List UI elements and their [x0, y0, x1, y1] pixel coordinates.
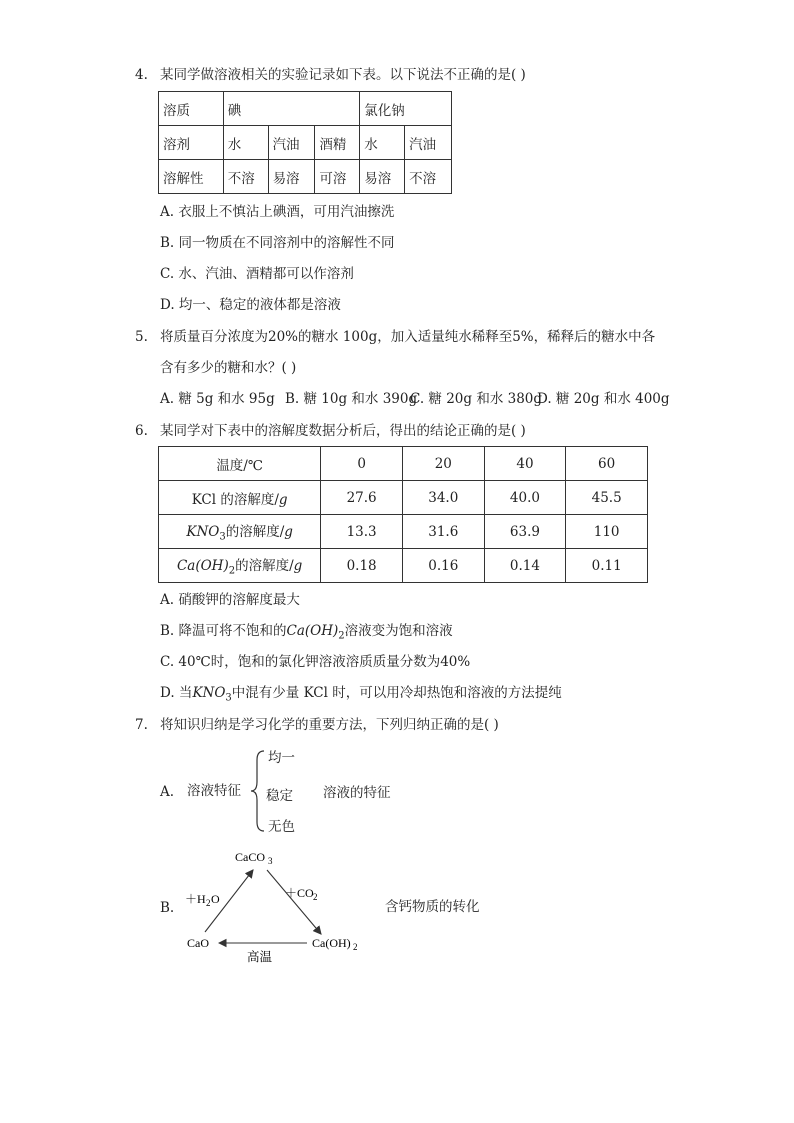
table-row-label	[159, 549, 321, 583]
option-a-right-label: 溶液的特征	[323, 785, 391, 801]
question-5-option-c: C. 糖 20g 和水 380g	[410, 391, 543, 407]
option-a-item-2: 稳定	[266, 788, 293, 804]
question-6-option-c: C. 40℃时，饱和的氯化钾溶液溶质质量分数为40%	[160, 654, 471, 670]
question-4-option-b: B. 同一物质在不同溶剂中的溶解性不同	[160, 235, 395, 251]
table-cell: 易溶	[268, 160, 315, 194]
question-7-number: 7.	[135, 717, 148, 733]
table-cell: 溶解性	[159, 160, 224, 194]
option-text: 中混有少量 KCl 时，可以用冷却热饱和溶液的方法提纯	[231, 685, 562, 701]
table-cell: 汽油	[268, 126, 315, 160]
table-cell: 27.6	[321, 481, 403, 515]
compound-text: CaCO	[235, 850, 265, 864]
table-cell: 汽油	[405, 126, 452, 160]
table-cell: 不溶	[405, 160, 452, 194]
label-text: 的溶解度/	[235, 558, 294, 575]
question-7-option-b-letter: B.	[160, 900, 175, 916]
table-cell: 不溶	[223, 160, 268, 194]
option-text: B. 降温可将不饱和的	[160, 623, 287, 639]
question-7-option-a-letter: A.	[160, 784, 175, 800]
formula-text: Ca(OH)	[286, 623, 339, 639]
calcium-conversion-diagram	[175, 840, 375, 970]
edge-text: ＋CO	[285, 886, 314, 900]
option-text: D. 当	[160, 685, 193, 701]
question-5-option-a: A. 糖 5g 和水 95g	[160, 391, 275, 407]
question-6-option-b	[160, 621, 453, 647]
compound-text: Ca(OH)	[312, 936, 351, 950]
table-cell: 0.16	[402, 549, 484, 583]
question-6-option-d	[160, 683, 562, 709]
label-text: 的溶解度/	[225, 524, 285, 541]
question-5-option-d: D. 糖 20g 和水 400g	[537, 391, 670, 407]
question-4-option-d: D. 均一、稳定的液体都是溶液	[160, 297, 341, 313]
right-compound	[312, 936, 358, 952]
question-5-option-b: B. 糖 10g 和水 390g	[285, 391, 418, 407]
curly-brace-icon	[248, 748, 268, 834]
table-cell: 40.0	[484, 481, 566, 515]
table-cell: 易溶	[360, 160, 405, 194]
unit-text: g	[278, 491, 288, 508]
table-cell: 31.6	[402, 515, 484, 549]
table-cell: 可溶	[315, 160, 360, 194]
question-4-number: 4.	[135, 67, 148, 83]
question-5-stem-line-2: 含有多少的糖和水？( )	[160, 360, 297, 376]
formula-subscript: 3	[219, 531, 226, 543]
edge-text: ＋H	[185, 892, 206, 906]
table-cell: 13.3	[321, 515, 403, 549]
table-cell: 酒精	[315, 126, 360, 160]
table-cell: 溶质	[159, 92, 224, 126]
table-cell: 水	[360, 126, 405, 160]
label-text: KCl 的溶解度/	[191, 491, 279, 508]
question-5-number: 5.	[135, 329, 148, 345]
formula-subscript: 2	[228, 565, 236, 577]
option-text: 溶液变为饱和溶液	[344, 623, 453, 639]
compound-subscript: 3	[268, 856, 273, 866]
unit-text: g	[284, 524, 293, 541]
formula-text: Ca(OH)	[176, 558, 229, 575]
formula-subscript: 3	[225, 692, 232, 704]
table-header-cell: 40	[484, 447, 566, 481]
table-cell: 碘	[223, 92, 360, 126]
edge-subscript: 2	[206, 898, 211, 908]
question-5-stem-line-1: 将质量百分浓度为20%的糖水 100g，加入适量纯水稀释至5%，稀释后的糖水中各	[160, 329, 656, 345]
table-cell: 34.0	[402, 481, 484, 515]
table-header-cell: 温度/℃	[159, 447, 321, 481]
option-b-caption: 含钙物质的转化	[385, 899, 480, 915]
option-a-left-label: 溶液特征	[187, 783, 241, 799]
question-6-option-a: A. 硝酸钾的溶解度最大	[160, 592, 300, 608]
table-cell: 0.14	[484, 549, 566, 583]
compound-subscript: 2	[353, 942, 358, 952]
question-6-number: 6.	[135, 423, 148, 439]
table-row-label	[159, 515, 321, 549]
table-header-cell: 20	[402, 447, 484, 481]
table-row-label	[159, 481, 321, 515]
bottom-edge-label: 高温	[247, 950, 273, 964]
formula-text: KNO	[186, 524, 220, 541]
formula-subscript: 2	[338, 630, 345, 642]
question-4-stem: 某同学做溶液相关的实验记录如下表。以下说法不正确的是( )	[160, 67, 526, 83]
left-edge-label	[185, 892, 220, 908]
edge-subscript: 2	[313, 892, 318, 902]
option-a-item-1: 均一	[268, 750, 295, 766]
table-cell: 氯化钠	[360, 92, 452, 126]
table-cell: 溶剂	[159, 126, 224, 160]
table-cell: 110	[566, 515, 648, 549]
left-compound: CaO	[187, 936, 209, 950]
question-6-stem: 某同学对下表中的溶解度数据分析后，得出的结论正确的是( )	[160, 423, 526, 439]
question-4-table	[158, 91, 452, 194]
solubility-table	[158, 446, 648, 583]
table-cell: 0.18	[321, 549, 403, 583]
edge-text: O	[211, 892, 220, 906]
option-a-item-3: 无色	[268, 819, 295, 835]
table-cell: 45.5	[566, 481, 648, 515]
table-header-cell: 0	[321, 447, 403, 481]
table-cell: 0.11	[566, 549, 648, 583]
question-7-stem: 将知识归纳是学习化学的重要方法，下列归纳正确的是( )	[160, 717, 499, 733]
question-4-option-c: C. 水、汽油、酒精都可以作溶剂	[160, 266, 354, 282]
question-4-option-a: A. 衣服上不慎沾上碘酒，可用汽油擦洗	[160, 204, 395, 220]
table-cell: 水	[223, 126, 268, 160]
top-compound	[235, 850, 273, 866]
right-edge-label	[285, 886, 318, 902]
arrow-right-edge	[267, 870, 321, 934]
table-cell: 63.9	[484, 515, 566, 549]
unit-text: g	[293, 558, 303, 575]
formula-text: KNO	[192, 685, 226, 701]
table-header-cell: 60	[566, 447, 648, 481]
